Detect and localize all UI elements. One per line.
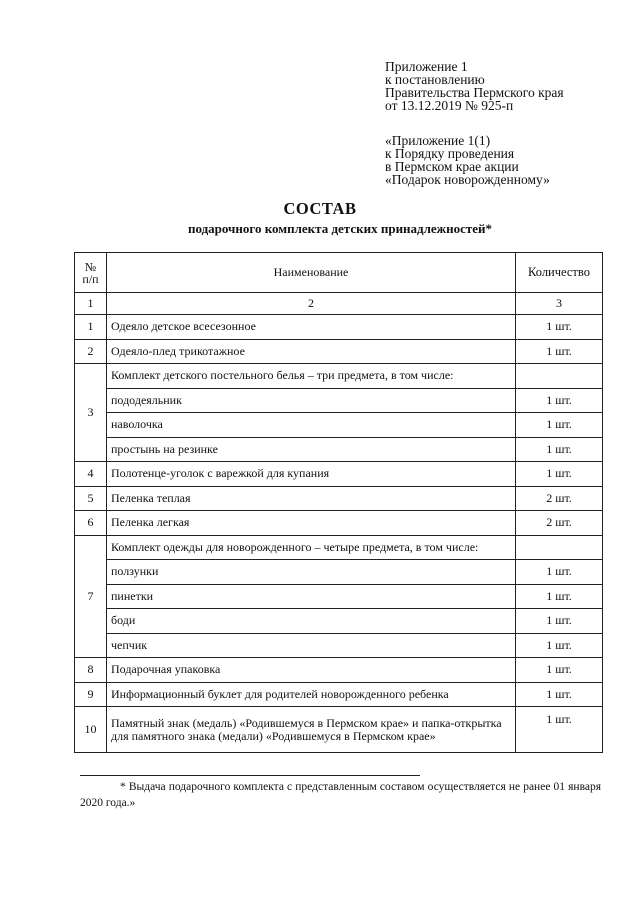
appendix-sub-line: в Пермском крае акции: [385, 159, 519, 174]
appendix-line: от 13.12.2019 № 925-п: [385, 98, 514, 113]
table-row: [75, 658, 603, 683]
row-number: 3: [75, 364, 107, 462]
table-row: [75, 633, 603, 658]
row-number: 6: [75, 511, 107, 536]
row-quantity: 1 шт.: [516, 658, 603, 683]
row-quantity: 1 шт.: [516, 682, 603, 707]
row-name: Пеленка легкая: [107, 511, 516, 536]
row-name: наволочка: [107, 413, 516, 438]
table-row: [75, 535, 603, 560]
appendix-sub-line: к Порядку проведения: [385, 146, 515, 161]
row-number: 5: [75, 486, 107, 511]
table-row: [75, 339, 603, 364]
row-name: Комплект детского постельного белья – три предмета, в том числе:: [107, 364, 516, 389]
appendix-line: Правительства Пермского края: [385, 85, 564, 100]
row-quantity: 1 шт.: [516, 707, 603, 753]
table-row: [75, 486, 603, 511]
row-quantity: 1 шт.: [516, 462, 603, 487]
row-name: Комплект одежды для новорожденного – четыре предмета, в том числе:: [107, 535, 516, 560]
appendix-header: [385, 60, 630, 186]
table-row: [75, 511, 603, 536]
row-name: пододеяльник: [107, 388, 516, 413]
row-name: боди: [107, 609, 516, 634]
table-row: [75, 413, 603, 438]
document-title: СОСТАВ: [283, 199, 357, 218]
column-index-row: [75, 293, 603, 315]
row-quantity: 1 шт.: [516, 339, 603, 364]
row-number: 2: [75, 339, 107, 364]
row-quantity: 1 шт.: [516, 388, 603, 413]
header-name: Наименование: [107, 253, 516, 293]
row-name: Информационный буклет для родителей новорожденного ребенка: [107, 682, 516, 707]
row-quantity: 1 шт.: [516, 633, 603, 658]
table-row: [75, 682, 603, 707]
row-number: 4: [75, 462, 107, 487]
header-number: № п/п: [75, 253, 107, 293]
row-quantity: [516, 364, 603, 389]
table-row: [75, 364, 603, 389]
row-quantity: 1 шт.: [516, 315, 603, 340]
row-name: Подарочная упаковка: [107, 658, 516, 683]
items-table: [74, 252, 603, 753]
footnote: * Выдача подарочного комплекта с представленным составом осуществляется не ранее 01 января 2020 года.»: [80, 781, 601, 809]
row-name: Одеяло-плед трикотажное: [107, 339, 516, 364]
table-row: [75, 315, 603, 340]
row-name: пинетки: [107, 584, 516, 609]
index-cell: 2: [107, 293, 516, 315]
table-row: [75, 707, 603, 753]
row-name: простынь на резинке: [107, 437, 516, 462]
row-quantity: 2 шт.: [516, 486, 603, 511]
row-number: 7: [75, 535, 107, 658]
table-row: [75, 462, 603, 487]
index-cell: 1: [75, 293, 107, 315]
row-name: ползунки: [107, 560, 516, 585]
table-row: [75, 560, 603, 585]
table-row: [75, 609, 603, 634]
table-row: [75, 388, 603, 413]
row-number: 9: [75, 682, 107, 707]
row-quantity: 2 шт.: [516, 511, 603, 536]
row-name: Одеяло детское всесезонное: [107, 315, 516, 340]
table-row: [75, 584, 603, 609]
row-quantity: [516, 535, 603, 560]
appendix-sub-line: «Приложение 1(1): [385, 133, 491, 148]
row-quantity: 1 шт.: [516, 413, 603, 438]
index-cell: 3: [516, 293, 603, 315]
row-number: 8: [75, 658, 107, 683]
row-number: 1: [75, 315, 107, 340]
row-number: 10: [75, 707, 107, 753]
document-subtitle: подарочного комплекта детских принадлежностей*: [187, 221, 493, 236]
row-quantity: 1 шт.: [516, 560, 603, 585]
appendix-line: к постановлению: [385, 72, 485, 87]
row-name: чепчик: [107, 633, 516, 658]
table-row: [75, 437, 603, 462]
row-quantity: 1 шт.: [516, 584, 603, 609]
row-name: Памятный знак (медаль) «Родившемуся в Пермском крае» и папка-открытка для памятного знака (медали) «Родившемуся в Пермском крае»: [107, 707, 516, 753]
footnote-divider: [80, 775, 420, 776]
row-name: Пеленка теплая: [107, 486, 516, 511]
appendix-line: Приложение 1: [385, 59, 468, 74]
header-quantity: Количество: [516, 253, 603, 293]
appendix-sub-line: «Подарок новорожденному»: [385, 172, 550, 187]
row-quantity: 1 шт.: [516, 437, 603, 462]
row-quantity: 1 шт.: [516, 609, 603, 634]
row-name: Полотенце-уголок с варежкой для купания: [107, 462, 516, 487]
